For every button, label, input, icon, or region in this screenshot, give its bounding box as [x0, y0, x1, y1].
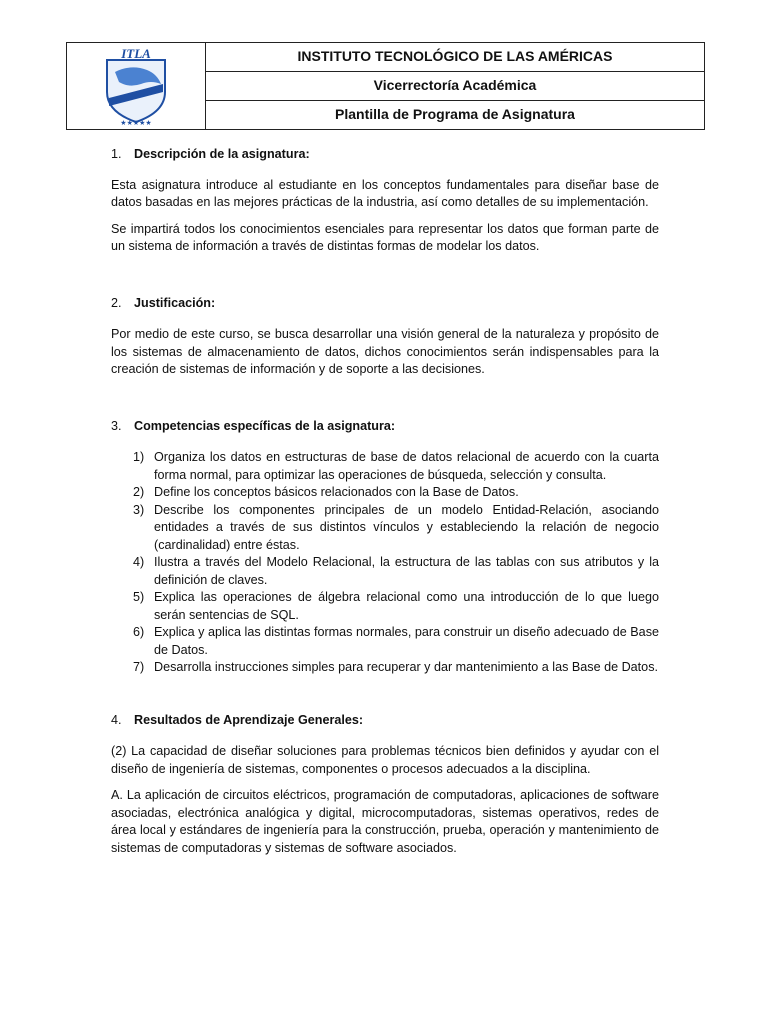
- document-title: Plantilla de Programa de Asignatura: [206, 100, 704, 129]
- competencies-list: [111, 449, 659, 677]
- description-paragraph-2: Se impartirá todos los conocimientos esenciales para representar los datos que forman parte de un sistema de información a través de distintas formas de modelar los datos.: [111, 221, 659, 253]
- section-heading-3: 3. Competencias específicas de la asignatura:: [111, 418, 396, 433]
- description-paragraph-1: Esta asignatura introduce al estudiante en los conceptos fundamentales para diseñar base de datos basadas en las mejores prácticas de la industria, así como detalles de su implementación.: [111, 177, 659, 209]
- section-heading-4: 4. Resultados de Aprendizaje Generales:: [111, 712, 364, 727]
- list-item: 7) Desarrolla instrucciones simples para recuperar y dar mantenimiento a las Base de Datos.: [133, 660, 658, 674]
- department-name: Vicerrectoría Académica: [206, 71, 704, 100]
- svg-text:★★★★★: ★★★★★: [120, 120, 152, 126]
- outcomes-paragraph-2: A. La aplicación de circuitos eléctricos, programación de computadoras, aplicaciones de software asociadas, electrónica analógica y digital, microcomputadoras, sistemas operativos, redes de área local y estándares de ingeniería para la construcción, prueba, operación y mantenimiento de sistemas de computadoras y sistemas de software asociados.: [111, 788, 659, 855]
- list-item: 4) Ilustra a través del Modelo Relacional, la estructura de las tablas con sus atributos y la definición de claves.: [133, 555, 659, 587]
- list-item: 5) Explica las operaciones de álgebra relacional como una introducción de lo que luego serán sentencias de SQL.: [133, 590, 659, 622]
- list-item: 3) Describe los componentes principales de un modelo Entidad-Relación, asociando entidades a través de sus distintos vínculos y estableciendo la relación de negocio (cardinalidad) entre éstas.: [133, 502, 659, 552]
- institution-name: INSTITUTO TECNOLÓGICO DE LAS AMÉRICAS: [297, 48, 613, 65]
- section-heading-2: 2. Justificación:: [111, 295, 216, 310]
- justification-paragraph: Por medio de este curso, se busca desarrollar una visión general de la naturaleza y propósito de los sistemas de almacenamiento de datos, dichos conocimientos serán indispensables para la creación de sistemas de información y de soporte a las decisiones.: [111, 327, 659, 376]
- logo-cell: [67, 43, 206, 129]
- itla-logo: [101, 46, 171, 126]
- list-item: 1) Organiza los datos en estructuras de base de datos relacional de acuerdo con la cuarta forma normal, para optimizar las operaciones de búsqueda, selección y consulta.: [133, 450, 659, 482]
- outcomes-paragraph-1: (2) La capacidad de diseñar soluciones para problemas técnicos bien definidos y ayudar con el diseño de ingeniería de sistemas, componentes o procesos adecuados a la disciplina.: [111, 744, 659, 776]
- document-header: [66, 42, 705, 130]
- list-item: 6) Explica y aplica las distintas formas normales, para construir un diseño adecuado de Base de Datos.: [133, 625, 659, 657]
- svg-text:ITLA: ITLA: [121, 46, 151, 61]
- header-titles: [206, 43, 704, 129]
- document-body: [111, 146, 659, 857]
- section-heading-1: 1. Descripción de la asignatura:: [111, 147, 310, 161]
- list-item: 2) Define los conceptos básicos relacionados con la Base de Datos.: [133, 485, 519, 499]
